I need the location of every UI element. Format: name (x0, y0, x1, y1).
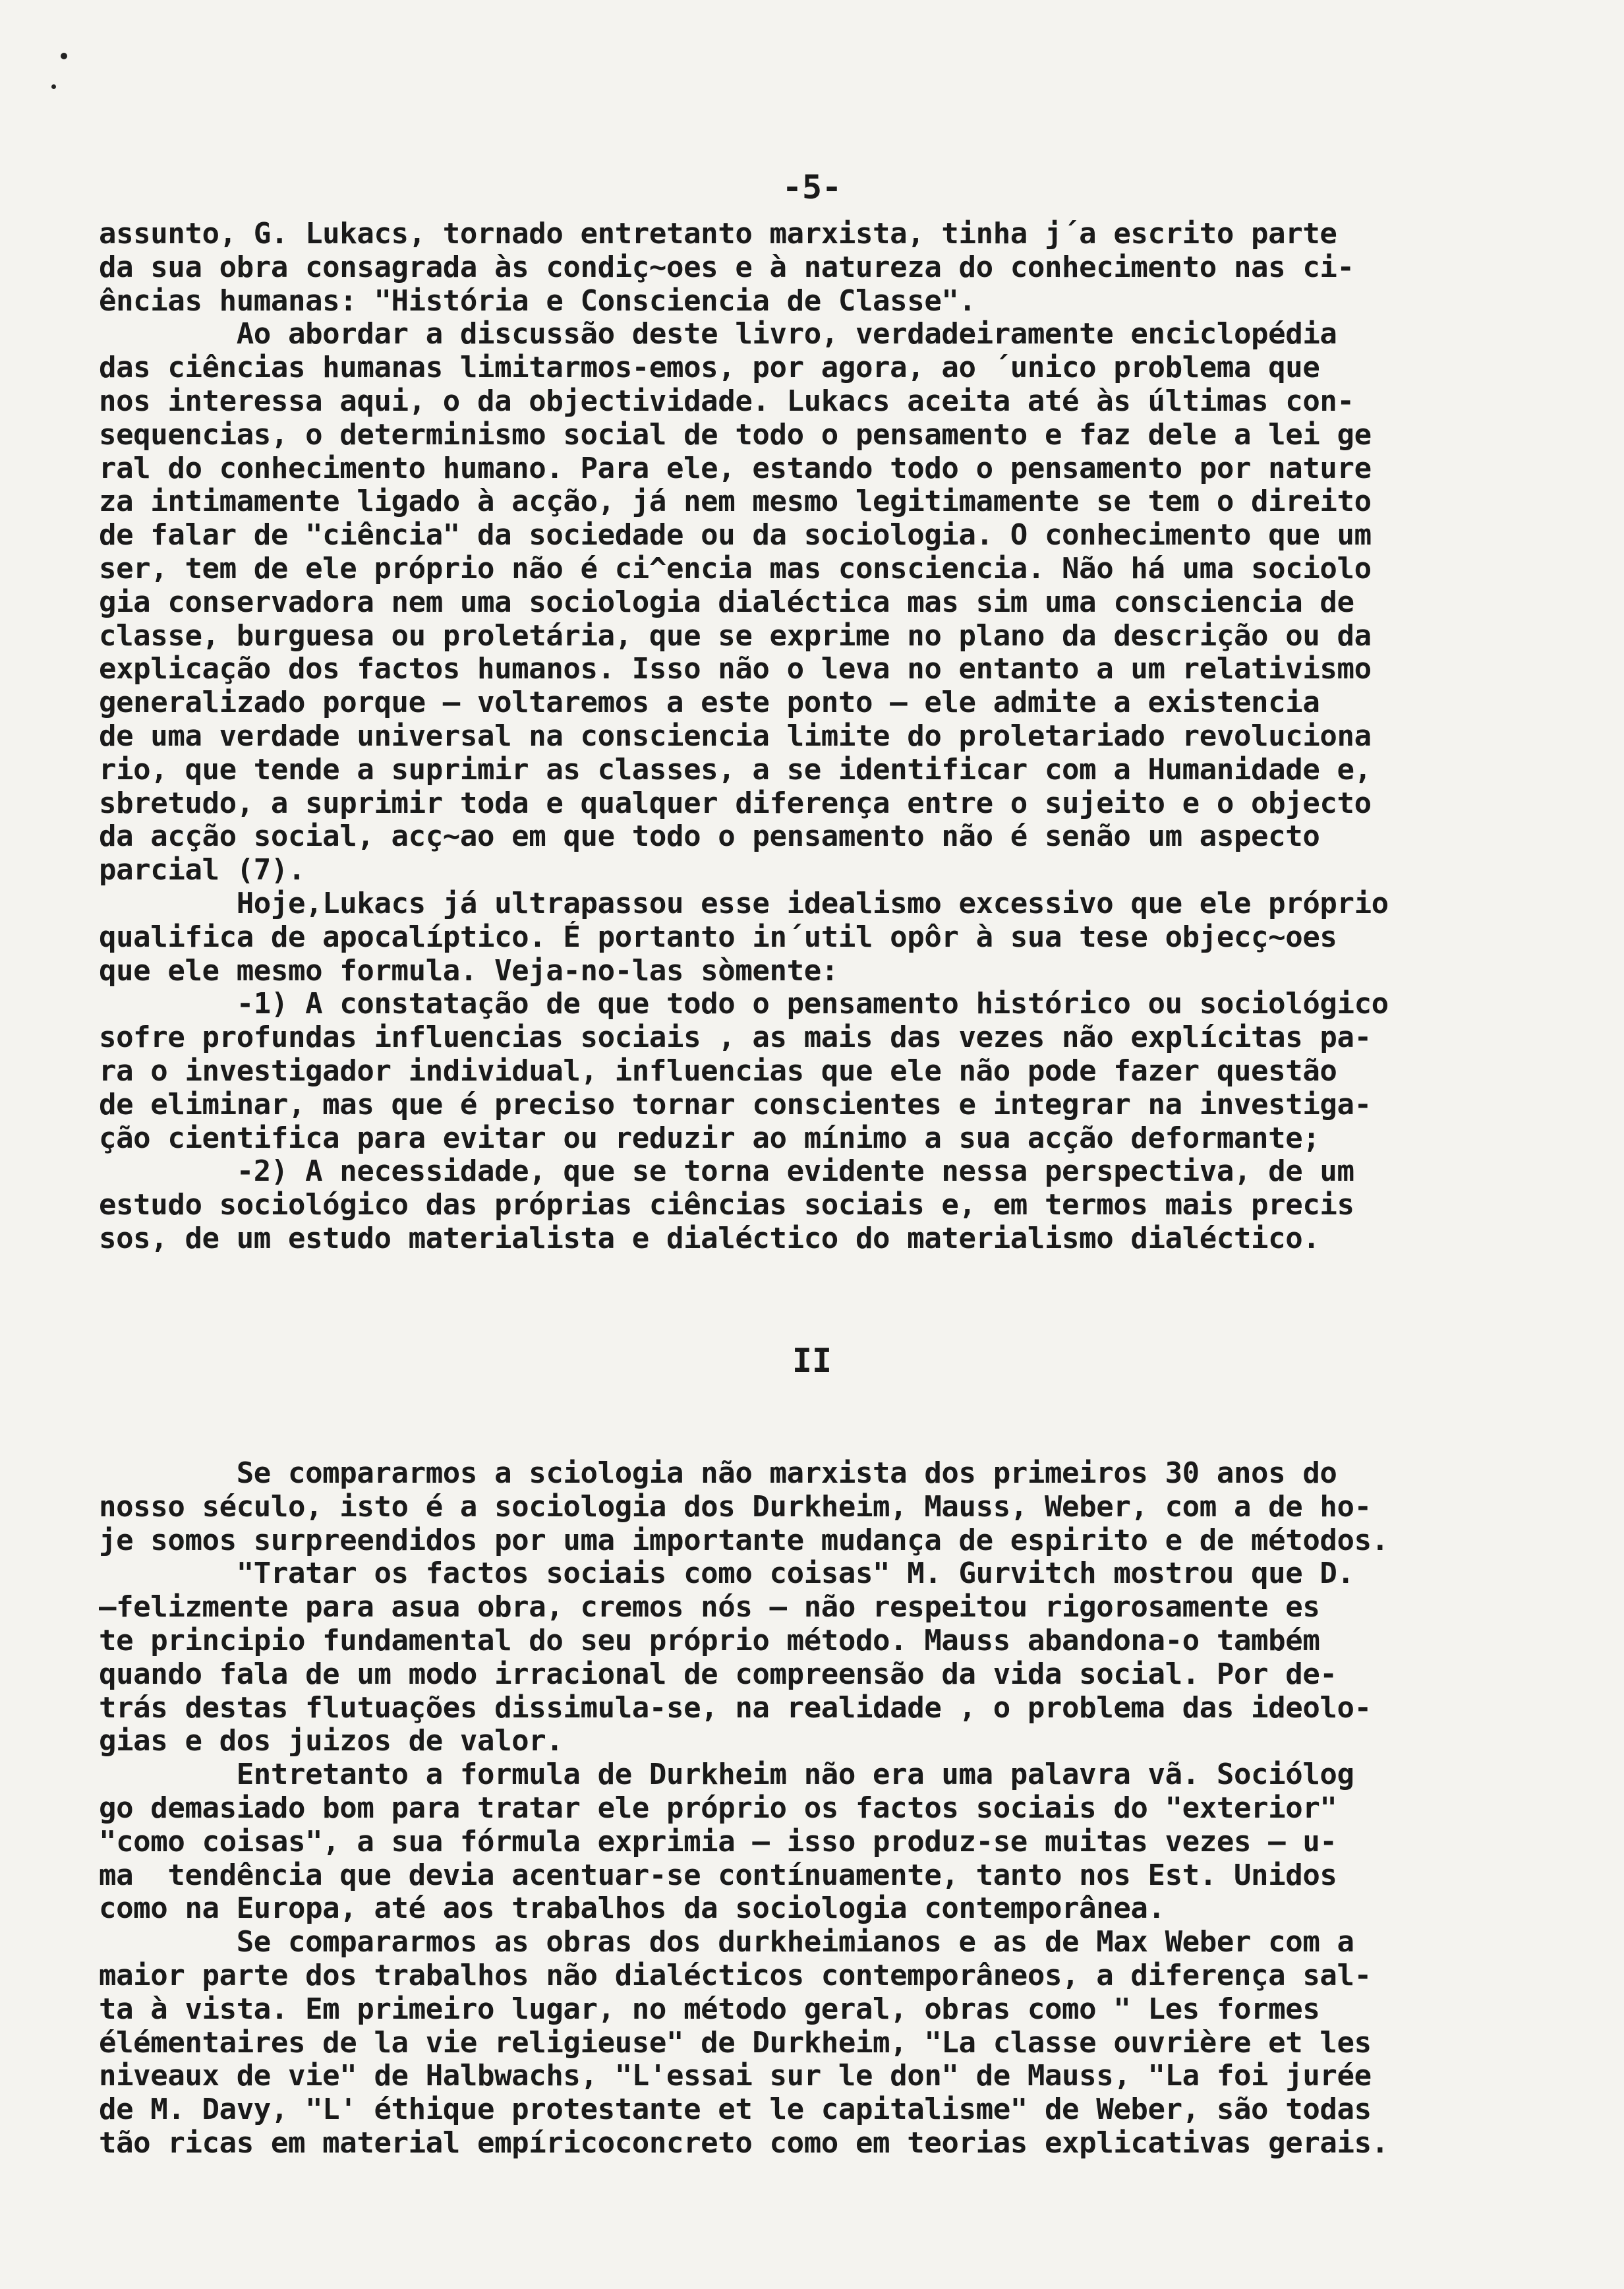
section-2-text (99, 1457, 1562, 2160)
text-line: "como coisas", a sua fórmula exprimia — isso produz-se muitas vezes — u- (99, 1825, 1337, 1858)
text-line: sequencias, o determinismo social de todo o pensamento e faz dele a lei ge (99, 418, 1372, 452)
text-line: nosso século, isto é a sociologia dos Durkheim, Mauss, Weber, com a de ho- (99, 1490, 1372, 1524)
text-line: assunto, G. Lukacs, tornado entretanto marxista, tinha j´a escrito parte (99, 218, 1337, 251)
text-line: Se compararmos as obras dos durkheimianos e as de Max Weber com a (99, 1926, 1354, 1959)
text-line: ral do conhecimento humano. Para ele, estando todo o pensamento por nature (99, 452, 1372, 485)
text-line: da acção social, acç~ao em que todo o pensamento não é senão um aspecto (99, 820, 1320, 854)
text-line: de eliminar, mas que é preciso tornar conscientes e integrar na investiga- (99, 1088, 1372, 1121)
text-line: explicação dos factos humanos. Isso não o leva no entanto a um relativismo (99, 653, 1372, 686)
section-1-text (99, 218, 1562, 1256)
section-heading: II (792, 1342, 832, 1380)
text-line: quando fala de um modo irracional de compreensão da vida social. Por de- (99, 1657, 1337, 1691)
text-line: je somos surpreendidos por uma importante mudança de espirito e de métodos. (99, 1524, 1389, 1557)
text-line: tão ricas em material empíricoconcreto como em teorias explicativas gerais. (99, 2126, 1389, 2160)
text-line: gia conservadora nem uma sociologia dialéctica mas sim uma consciencia de (99, 585, 1354, 619)
text-line: sos, de um estudo materialista e dialéctico do materialismo dialéctico. (99, 1222, 1320, 1255)
text-line: ra o investigador individual, influencias que ele não pode fazer questão (99, 1054, 1337, 1088)
text-line: Entretanto a formula de Durkheim não era uma palavra vã. Sociólog (99, 1758, 1354, 1792)
text-line: niveaux de vie" de Halbwachs, "L'essai sur le don" de Mauss, "La foi jurée (99, 2060, 1372, 2093)
text-line: nos interessa aqui, o da objectividade. Lukacs aceita até às últimas con- (99, 384, 1354, 418)
text-line: das ciências humanas limitarmos-emos, por agora, ao ´unico problema que (99, 351, 1320, 385)
text-line: classe, burguesa ou proletária, que se exprime no plano da descrição ou da (99, 619, 1372, 653)
ink-speck (61, 53, 67, 59)
text-line: da sua obra consagrada às condiç~oes e à natureza do conhecimento nas ci- (99, 251, 1354, 284)
text-line: "Tratar os factos sociais como coisas" M. Gurvitch mostrou que D. (99, 1557, 1354, 1591)
text-line: trás destas flutuações dissimula-se, na realidade , o problema das ideolo- (99, 1691, 1372, 1725)
text-line: ências humanas: "História e Consciencia de Classe". (99, 284, 976, 318)
text-line: ma tendência que devia acentuar-se contínuamente, tanto nos Est. Unidos (99, 1858, 1337, 1892)
text-line: como na Europa, até aos trabalhos da sociologia contemporânea. (99, 1892, 1165, 1926)
text-line: ser, tem de ele próprio não é ci^encia mas consciencia. Não há uma sociolo (99, 552, 1372, 585)
text-line: gias e dos juizos de valor. (99, 1725, 564, 1758)
text-line: parcial (7). (99, 854, 306, 887)
page-number: -5- (782, 168, 842, 206)
text-line: go demasiado bom para tratar ele próprio os factos sociais do "exterior" (99, 1791, 1337, 1825)
text-line: -2) A necessidade, que se torna evidente nessa perspectiva, de um (99, 1155, 1354, 1189)
text-line: te principio fundamental do seu próprio método. Mauss abandona-o também (99, 1624, 1320, 1657)
text-line: ta à vista. Em primeiro lugar, no método geral, obras como " Les formes (99, 1992, 1320, 2026)
text-line: rio, que tende a suprimir as classes, a se identificar com a Humanidade e, (99, 753, 1372, 787)
text-line: sbretudo, a suprimir toda e qualquer diferença entre o sujeito e o objecto (99, 787, 1372, 820)
text-line: maior parte dos trabalhos não dialécticos contemporâneos, a diferença sal- (99, 1959, 1372, 1992)
text-line: Hoje,Lukacs já ultrapassou esse idealismo excessivo que ele próprio (99, 887, 1389, 920)
text-line: estudo sociológico das próprias ciências sociais e, em termos mais precis (99, 1189, 1354, 1222)
text-line: za intimamente ligado à acção, já nem mesmo legitimamente se tem o direito (99, 485, 1372, 519)
text-line: Ao abordar a discussão deste livro, verdadeiramente enciclopédia (99, 318, 1337, 351)
text-line: ção cientifica para evitar ou reduzir ao mínimo a sua acção deformante; (99, 1121, 1320, 1155)
text-line: de uma verdade universal na consciencia limite do proletariado revoluciona (99, 719, 1372, 753)
text-line: élémentaires de la vie religieuse" de Durkheim, "La classe ouvrière et les (99, 2026, 1372, 2060)
text-line: -1) A constatação de que todo o pensamento histórico ou sociológico (99, 988, 1389, 1021)
text-line: —felizmente para asua obra, cremos nós — não respeitou rigorosamente es (99, 1591, 1320, 1624)
text-line: de M. Davy, "L' éthique protestante et le capitalisme" de Weber, são todas (99, 2093, 1372, 2127)
text-line: generalizado porque — voltaremos a este ponto — ele admite a existencia (99, 686, 1320, 720)
text-line: qualifica de apocalíptico. É portanto in´util opôr à sua tese objecç~oes (99, 920, 1337, 954)
text-line: que ele mesmo formula. Veja-no-las sòmente: (99, 954, 838, 988)
text-line: sofre profundas influencias sociais , as mais das vezes não explícitas pa- (99, 1021, 1372, 1055)
text-line: Se compararmos a sciologia não marxista dos primeiros 30 anos do (99, 1457, 1337, 1490)
text-line: de falar de "ciência" da sociedade ou da sociologia. O conhecimento que um (99, 519, 1372, 552)
ink-speck (51, 84, 56, 89)
